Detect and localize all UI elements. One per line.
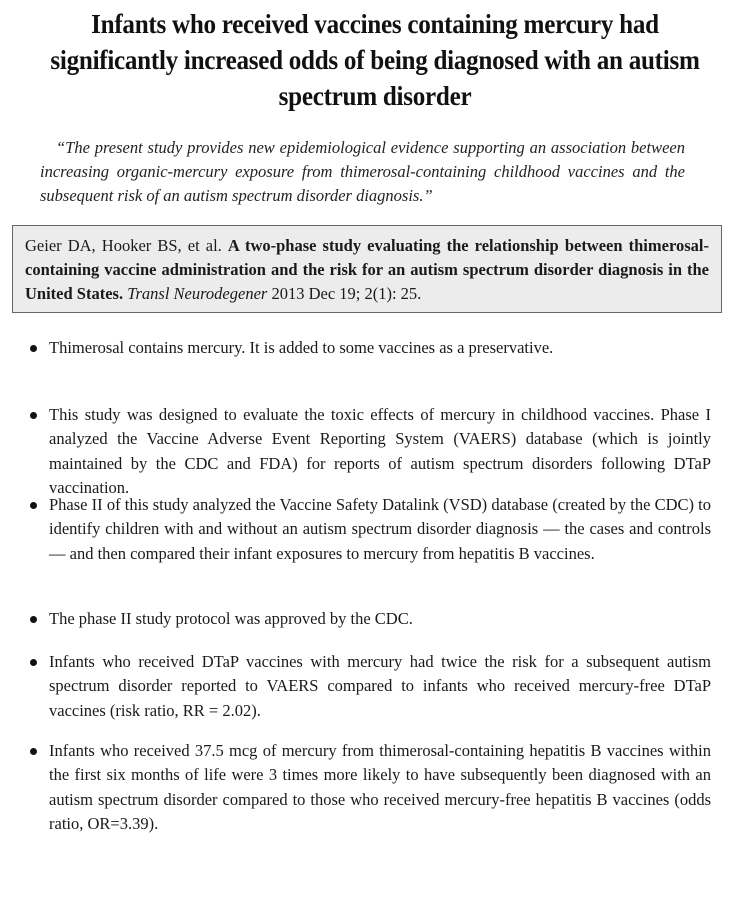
- list-item-text: The phase II study protocol was approved by the CDC.: [49, 609, 413, 628]
- list-item-text: Infants who received 37.5 mcg of mercury from thimerosal-containing hepatitis B vaccines within the first six months of life were 3 times more likely to have subsequently been diagnosed with an autism spectrum disorder compared to those who received mercury-free hepatitis B vaccines (odds ratio, OR=3.39).: [49, 741, 711, 833]
- study-quote: “The present study provides new epidemiological evidence supporting an association between increasing organic-mercury exposure from thimerosal-containing childhood vaccines and the subsequent risk of an autism spectrum disorder diagnosis.”: [40, 138, 685, 205]
- list-item-text: Infants who received DTaP vaccines with mercury had twice the risk for a subsequent autism spectrum disorder reported to VAERS compared to infants who received mercury-free DTaP vaccines (risk ratio, RR = 2.02).: [49, 652, 711, 720]
- citation-details: 2013 Dec 19; 2(1): 25.: [267, 284, 422, 303]
- citation-box: [12, 225, 722, 313]
- bullet-icon: [30, 345, 37, 352]
- citation-article-title: A two-phase study evaluating the relationship between thimerosal-containing vaccine administration and the risk for an autism spectrum disorder diagnosis in the United States.: [25, 236, 709, 303]
- bullet-icon: [30, 616, 37, 623]
- bullet-icon: [30, 412, 37, 419]
- list-item-text: This study was designed to evaluate the toxic effects of mercury in childhood vaccines. Phase I analyzed the Vaccine Adverse Event Reporting System (VAERS) database (which is jointly maintained by the CDC and FDA) for reports of autism spectrum disorders following DTaP vaccination.: [49, 405, 711, 497]
- list-item: [0, 739, 711, 836]
- list-item-text: Thimerosal contains mercury. It is added to some vaccines as a preservative.: [49, 338, 554, 357]
- bullet-icon: [30, 748, 37, 755]
- citation-authors: Geier DA, Hooker BS, et al.: [25, 236, 228, 255]
- citation-journal: Transl Neurodegener: [127, 284, 268, 303]
- list-item: [0, 607, 711, 631]
- bullet-icon: [30, 502, 37, 509]
- list-item: [0, 650, 711, 723]
- page-title: Infants who received vaccines containing mercury had significantly increased odds of being diagnosed with an autism spectrum disorder: [50, 9, 700, 111]
- list-item: [0, 403, 711, 500]
- list-item: [0, 336, 711, 360]
- bullet-icon: [30, 659, 37, 666]
- list-item: [0, 493, 711, 566]
- list-item-text: Phase II of this study analyzed the Vaccine Safety Datalink (VSD) database (created by the CDC) to identify children with and without an autism spectrum disorder diagnosis — the cases and controls — and then compared their infant exposures to mercury from hepatitis B vaccines.: [49, 495, 711, 563]
